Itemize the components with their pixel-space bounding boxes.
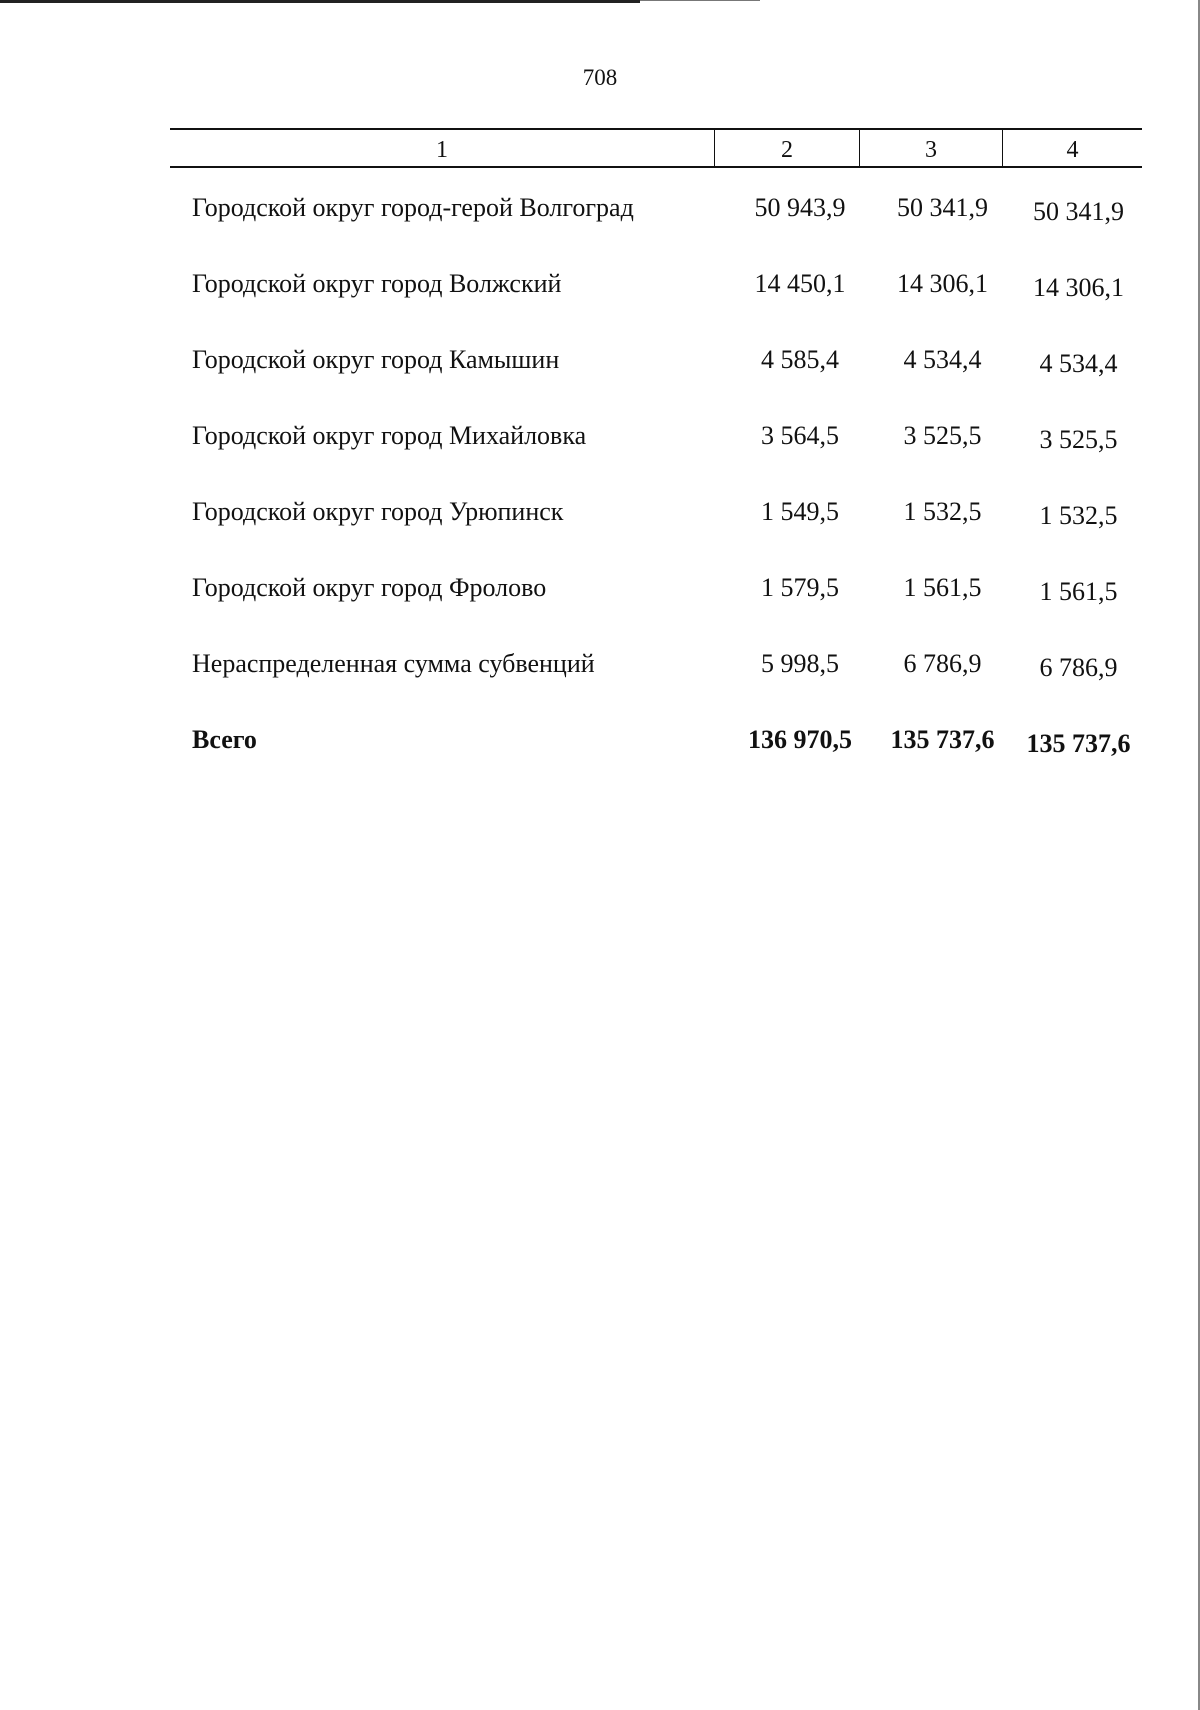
row-value-col2: 1 549,5 (761, 497, 839, 526)
table-row (170, 494, 1142, 570)
table-header-row (170, 130, 1142, 166)
row-name: Городской округ город Камышин (192, 345, 560, 374)
row-value-col3: 14 306,1 (897, 269, 988, 298)
row-value-col3: 1 561,5 (903, 573, 982, 602)
row-value-col2: 50 943,9 (754, 193, 846, 222)
row-value-col4: 4 534,4 (1039, 349, 1118, 378)
total-value-col4: 135 737,6 (1026, 729, 1131, 758)
scan-edge-top-faint (640, 0, 760, 1)
row-value-col3: 50 341,9 (897, 193, 988, 222)
row-value-col2: 4 585,4 (761, 345, 839, 374)
row-name: Городской округ город Волжский (192, 269, 562, 298)
table-body (170, 190, 1142, 798)
header-cell-4: 4 (1002, 130, 1142, 166)
row-value-col4: 14 306,1 (1033, 273, 1124, 302)
row-name: Городской округ город Урюпинск (192, 497, 564, 526)
scan-edge-top (0, 0, 640, 3)
row-name: Городской округ город Михайловка (192, 421, 587, 450)
table-row (170, 646, 1142, 722)
row-value-col2: 3 564,5 (761, 421, 839, 450)
row-value-col3: 4 534,4 (903, 345, 982, 374)
row-name: Городской округ город-герой Волгоград (192, 193, 634, 222)
table-row (170, 266, 1142, 342)
row-value-col4: 3 525,5 (1039, 425, 1118, 454)
header-cell-1: 1 (436, 137, 448, 163)
row-name: Городской округ город Фролово (192, 573, 547, 602)
total-value-col3: 135 737,6 (890, 725, 995, 754)
table-row (170, 342, 1142, 418)
header-cell-2: 2 (714, 130, 859, 166)
total-value-col2: 136 970,5 (748, 725, 852, 754)
row-value-col2: 1 579,5 (761, 573, 839, 602)
page-number: 708 (582, 65, 618, 90)
table-row (170, 418, 1142, 494)
row-value-col4: 50 341,9 (1033, 197, 1124, 226)
row-value-col4: 1 561,5 (1039, 577, 1118, 606)
header-rule-bottom (170, 166, 1142, 168)
row-value-col3: 6 786,9 (903, 649, 982, 678)
row-value-col4: 6 786,9 (1039, 653, 1118, 682)
row-value-col4: 1 532,5 (1039, 501, 1118, 530)
row-name: Нераспределенная сумма субвенций (192, 649, 595, 678)
header-cell-3: 3 (859, 130, 1002, 166)
table-row (170, 570, 1142, 646)
table-total-row (170, 722, 1142, 798)
row-value-col2: 14 450,1 (754, 269, 846, 298)
row-value-col3: 3 525,5 (903, 421, 982, 450)
table-row (170, 190, 1142, 266)
total-label: Всего (192, 725, 257, 754)
row-value-col3: 1 532,5 (903, 497, 982, 526)
row-value-col2: 5 998,5 (761, 649, 839, 678)
